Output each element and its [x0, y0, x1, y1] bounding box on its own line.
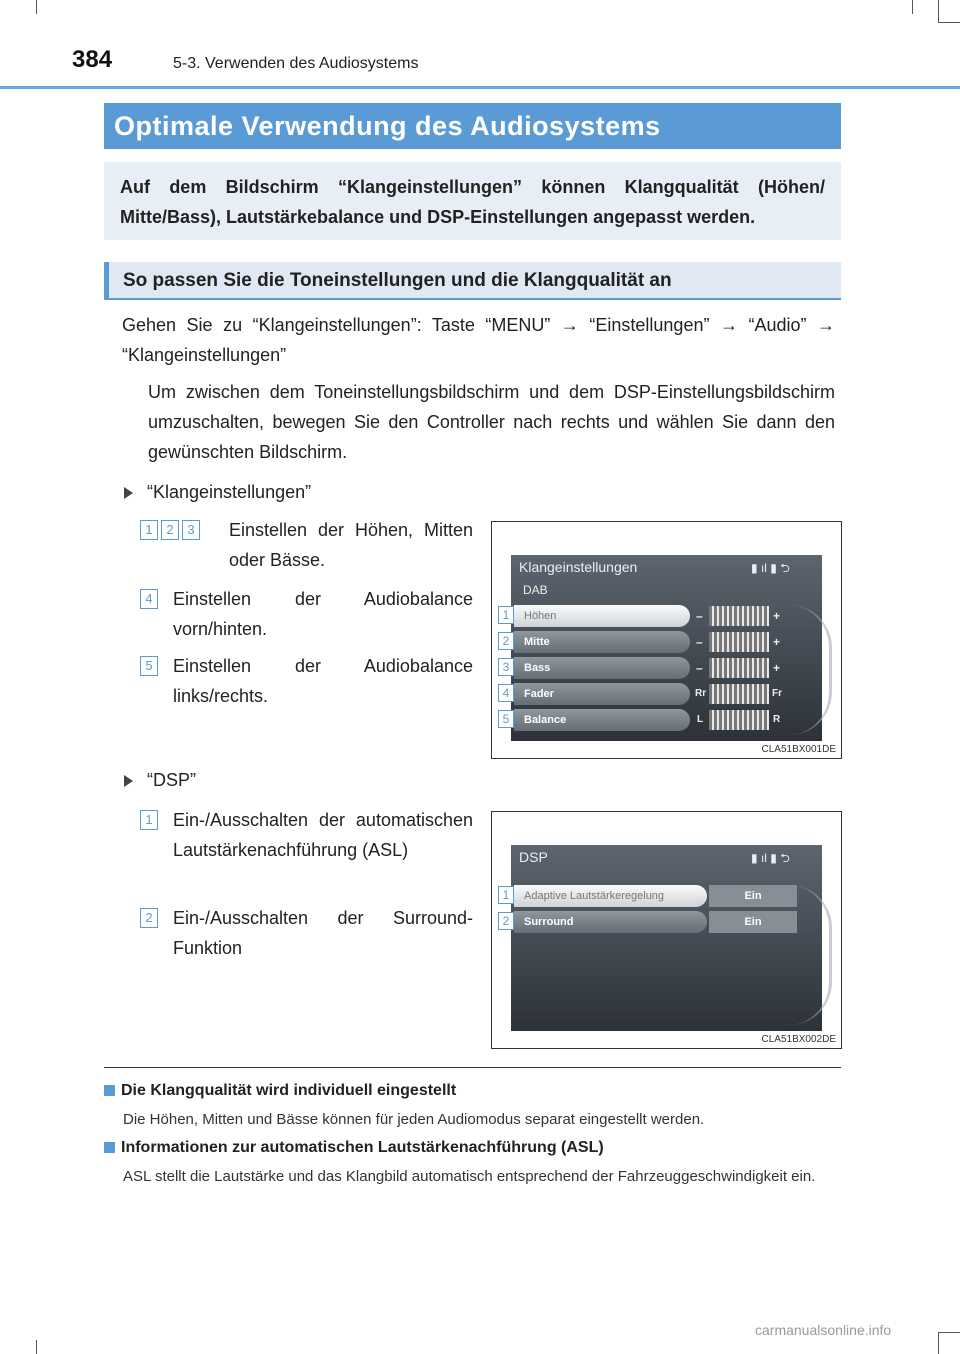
- page-title: Optimale Verwendung des Audiosystems: [104, 103, 841, 149]
- number-badge: 5: [140, 656, 158, 676]
- dsp-screen-title: DSP: [519, 849, 548, 865]
- crop-mark: [938, 22, 960, 23]
- dsp-screen-figure: [491, 811, 842, 1049]
- header-rule: [0, 86, 960, 89]
- row-asl[interactable]: Adaptive Lautstärkeregelung: [514, 885, 707, 907]
- callout-3: 3: [498, 658, 514, 676]
- klang-display: [511, 555, 822, 741]
- dsp-item-1-text: Ein-/Ausschalten der automatischen Lautstärkenachführung (ASL): [173, 810, 473, 860]
- note-text-2: ASL stellt die Lautstärke und das Klangbild automatisch entsprechend der Fahrzeuggeschwindigkeit ein.: [123, 1168, 816, 1185]
- bar-max-label: +: [773, 609, 781, 623]
- bar-max-label: Fr: [772, 688, 782, 699]
- figure-code: CLA51BX002DE: [761, 1034, 836, 1045]
- subheading: So passen Sie die Toneinstellungen und die Klangqualität an: [104, 262, 841, 300]
- row-fader[interactable]: Fader: [514, 683, 690, 705]
- row-mitte[interactable]: Mitte: [514, 631, 690, 653]
- callout-1: 1: [498, 886, 514, 904]
- klang-item-1-nums: [140, 515, 203, 540]
- crop-mark: [36, 0, 37, 14]
- row-bass[interactable]: Bass: [514, 657, 690, 679]
- slider-fader[interactable]: [709, 684, 769, 704]
- dsp-label: “DSP”: [124, 765, 196, 795]
- number-badge: 2: [140, 908, 158, 928]
- bar-max-label: +: [773, 661, 781, 675]
- callout-5: 5: [498, 710, 514, 728]
- row-balance[interactable]: Balance: [514, 709, 690, 731]
- dsp-item-1-nums: [140, 805, 161, 830]
- bar-min-label: Rr: [695, 688, 707, 699]
- row-hoehen[interactable]: Höhen: [514, 605, 690, 627]
- slider-bass[interactable]: [709, 658, 769, 678]
- note-text-1: Die Höhen, Mitten und Bässe können für jeden Audiomodus separat eingestellt werden.: [123, 1111, 705, 1128]
- dsp-item-2-nums: [140, 903, 161, 928]
- value-asl[interactable]: Ein: [709, 885, 797, 907]
- section-title: 5-3. Verwenden des Audiosystems: [173, 55, 419, 72]
- bar-min-label: L: [697, 714, 704, 725]
- bar-min-label: –: [696, 609, 703, 623]
- instruction: Gehen Sie zu “Klangeinstellungen”: Taste “MENU” → “Einstellungen” → “Audio” → “Klangeinstellungen”: [122, 315, 835, 365]
- watermark: carmanualsonline.info: [755, 1322, 892, 1338]
- callout-4: 4: [498, 684, 514, 702]
- crop-mark: [938, 1332, 960, 1333]
- square-bullet-icon: [104, 1142, 115, 1153]
- klang-item-1-text: Einstellen der Höhen, Mitten oder Bässe.: [229, 520, 473, 570]
- crop-mark: [938, 0, 939, 22]
- callout-1: 1: [498, 606, 514, 624]
- klang-item-3-nums: [140, 651, 161, 676]
- triangle-bullet-icon: [124, 487, 133, 499]
- row-surround[interactable]: Surround: [514, 911, 707, 933]
- klang-item-2-text: Einstellen der Audiobalance vorn/hinten.: [173, 589, 473, 639]
- klang-item-3-text: Einstellen der Audiobalance links/rechts.: [173, 656, 473, 706]
- klang-screen-figure: [491, 521, 842, 759]
- crop-mark: [912, 0, 913, 14]
- notes-rule: [104, 1067, 841, 1068]
- status-icons: ▮ ıl ▮ ⮌: [751, 851, 790, 865]
- note-heading-1: Die Klangqualität wird individuell eingestellt: [104, 1082, 456, 1100]
- scroll-arc-icon: [789, 605, 832, 735]
- klang-label: “Klangeinstellungen”: [124, 477, 311, 507]
- number-badge: 1: [140, 520, 158, 540]
- figure-code: CLA51BX001DE: [761, 744, 836, 755]
- bar-max-label: R: [773, 714, 781, 725]
- square-bullet-icon: [104, 1085, 115, 1096]
- callout-2: 2: [498, 632, 514, 650]
- page-number: 384: [72, 46, 113, 73]
- klang-item-2-nums: [140, 584, 161, 609]
- dsp-item-2-text: Ein-/Ausschalten der Surround-Funktion: [173, 908, 473, 958]
- bar-min-label: –: [696, 661, 703, 675]
- note-heading-2: Informationen zur automatischen Lautstärkenachführung (ASL): [104, 1139, 604, 1157]
- status-icons: ▮ ıl ▮ ⮌: [751, 561, 790, 575]
- slider-mitte[interactable]: [709, 632, 769, 652]
- number-badge: 3: [182, 520, 200, 540]
- bar-max-label: +: [773, 635, 781, 649]
- slider-hoehen[interactable]: [709, 606, 769, 626]
- value-surround[interactable]: Ein: [709, 911, 797, 933]
- callout-2: 2: [498, 912, 514, 930]
- number-badge: 2: [161, 520, 179, 540]
- crop-mark: [938, 1332, 939, 1354]
- crop-mark: [36, 1340, 37, 1354]
- number-badge: 1: [140, 810, 158, 830]
- number-badge: 4: [140, 589, 158, 609]
- instruction-detail: Um zwischen dem Toneinstellungsbildschirm und dem DSP-Einstellungsbildschirm umzuschalten, bewegen Sie den Controller nach rechts und wählen Sie dann den gewünschten Bildschirm.: [148, 382, 835, 462]
- bar-min-label: –: [696, 635, 703, 649]
- klang-source: DAB: [523, 583, 548, 597]
- klang-screen-title: Klangeinstellungen: [519, 559, 638, 575]
- dsp-display: [511, 845, 822, 1031]
- scroll-arc-icon: [789, 885, 832, 1025]
- slider-balance[interactable]: [709, 710, 769, 730]
- intro-box: Auf dem Bildschirm “Klangeinstellungen” können Klangqualität (Höhen/ Mitte/Bass), Lautstärkebalance und DSP-Einstellungen angepasst werden.: [104, 162, 841, 240]
- triangle-bullet-icon: [124, 775, 133, 787]
